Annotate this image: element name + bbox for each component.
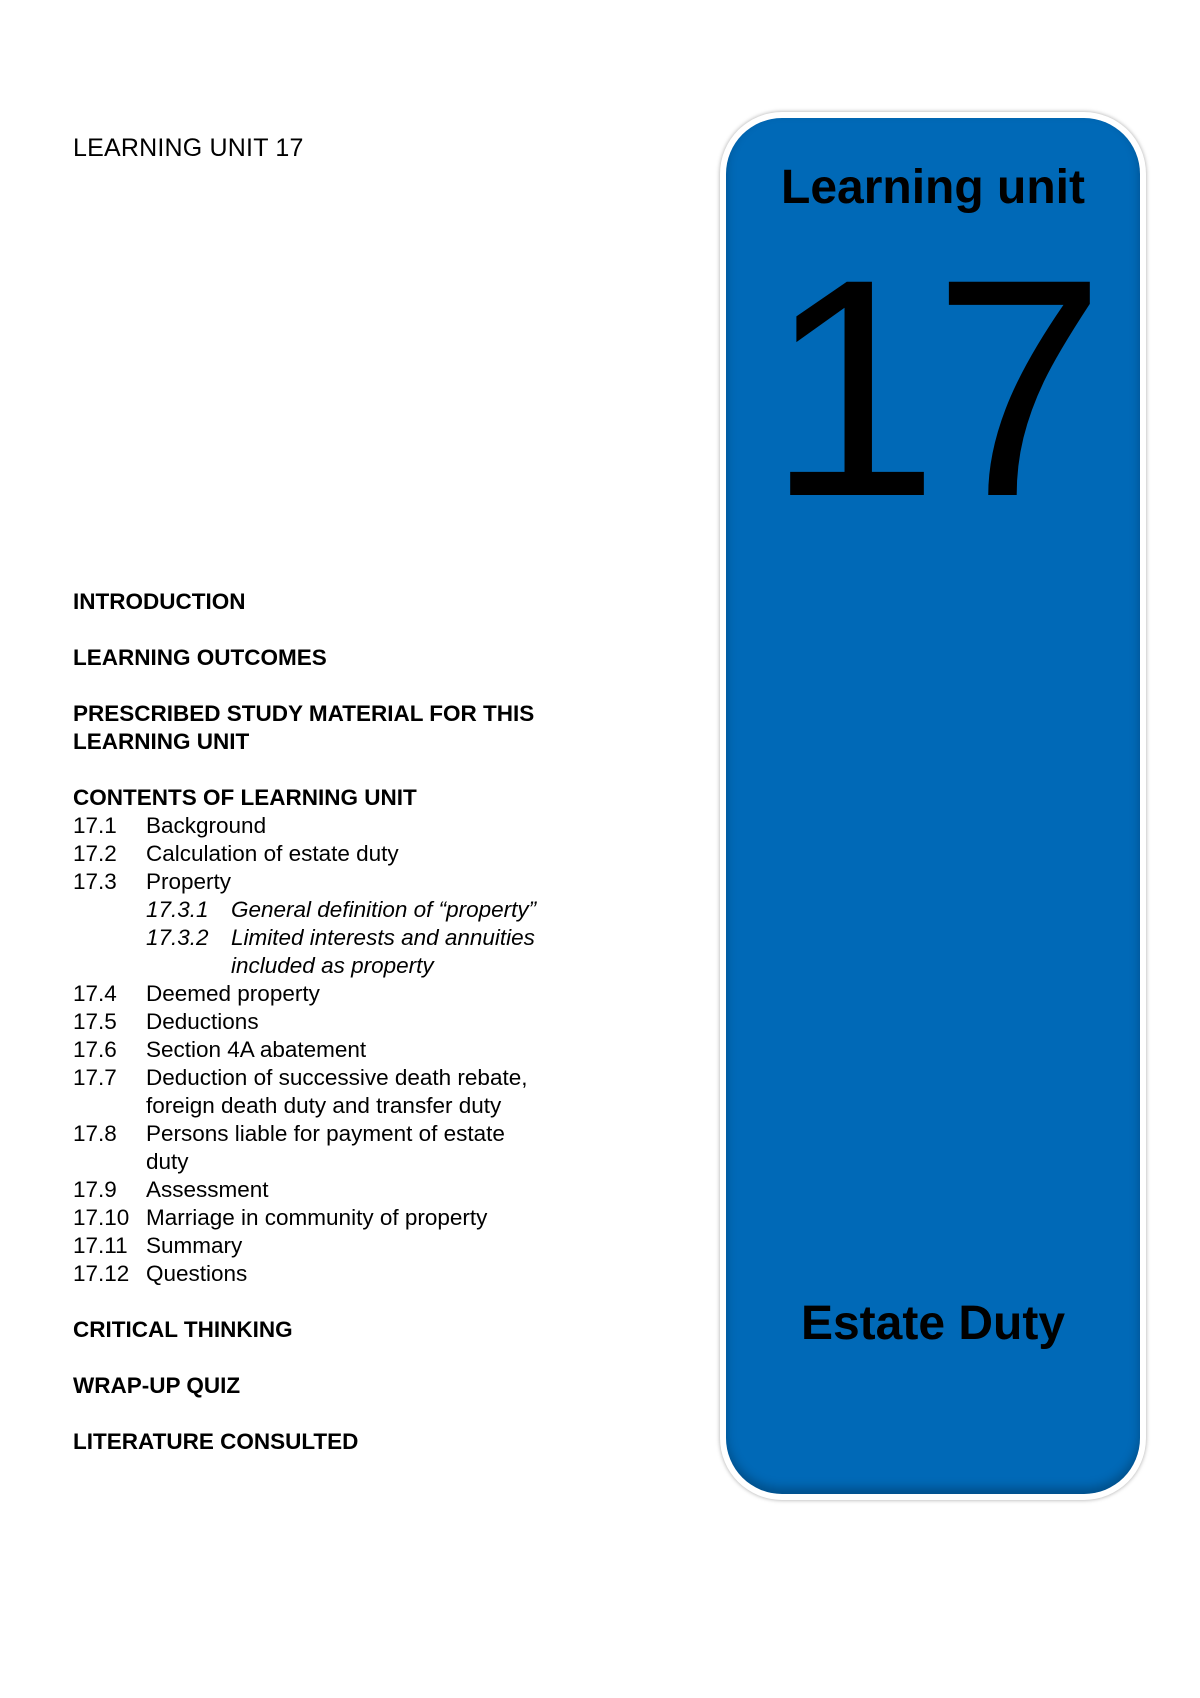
item-title: Property (146, 869, 232, 894)
panel-unit-number: 17 (766, 214, 1100, 561)
item-title-line2: duty (146, 1149, 189, 1174)
subitem-number: 17.3.2 (146, 925, 209, 950)
contents-item (73, 980, 593, 1008)
contents-item (73, 812, 593, 840)
contents-item (73, 1204, 593, 1232)
item-number: 17.6 (73, 1037, 117, 1062)
item-title-line2: foreign death duty and transfer duty (146, 1093, 502, 1118)
item-title: Section 4A abatement (146, 1037, 367, 1062)
subitem-title-line2: included as property (231, 953, 434, 978)
item-number: 17.3 (73, 869, 117, 894)
contents-item (73, 1120, 593, 1176)
contents-item (73, 1232, 593, 1260)
panel-unit-title: Estate Duty (800, 1297, 1066, 1350)
section-contents-heading: CONTENTS OF LEARNING UNIT (73, 785, 417, 810)
section-introduction: INTRODUCTION (73, 589, 246, 614)
item-title: Deductions (146, 1009, 259, 1034)
subitem-title-line1: Limited interests and annuities (231, 925, 535, 950)
contents-item (73, 840, 593, 868)
item-number: 17.11 (73, 1233, 128, 1258)
item-title: Marriage in community of property (146, 1205, 488, 1230)
item-number: 17.12 (73, 1261, 130, 1286)
item-title-line1: Persons liable for payment of estate (146, 1121, 505, 1146)
item-title-line1: Deduction of successive death rebate, (146, 1065, 528, 1090)
section-literature-consulted: LITERATURE CONSULTED (73, 1429, 359, 1454)
contents-item (73, 1260, 593, 1288)
item-number: 17.5 (73, 1009, 117, 1034)
learning-unit-panel-fill (726, 118, 1140, 1494)
item-number: 17.10 (73, 1205, 130, 1230)
contents-item (73, 1064, 593, 1120)
contents-subitem (73, 896, 593, 924)
subitem-title (231, 924, 535, 980)
panel-label: Learning unit (781, 161, 1085, 214)
section-learning-outcomes: LEARNING OUTCOMES (73, 645, 327, 670)
contents-item (73, 1036, 593, 1064)
contents-subitem (73, 924, 593, 980)
item-title: Calculation of estate duty (146, 841, 399, 866)
item-number: 17.2 (73, 841, 117, 866)
item-number: 17.1 (73, 813, 117, 838)
contents-item (73, 868, 593, 896)
section-prescribed-material-line2: LEARNING UNIT (73, 729, 250, 754)
item-title: Questions (146, 1261, 248, 1286)
item-title: Summary (146, 1233, 243, 1258)
subitem-number: 17.3.1 (146, 897, 209, 922)
unit-contents-list (73, 588, 593, 1456)
learning-unit-heading: LEARNING UNIT 17 (73, 134, 304, 162)
section-wrap-up-quiz: WRAP-UP QUIZ (73, 1373, 241, 1398)
learning-unit-panel (720, 112, 1146, 1500)
item-number: 17.8 (73, 1121, 117, 1146)
section-prescribed-material-line1: PRESCRIBED STUDY MATERIAL FOR THIS (73, 701, 535, 726)
item-number: 17.9 (73, 1177, 117, 1202)
contents-item (73, 1176, 593, 1204)
item-title (146, 1064, 527, 1120)
item-title: Assessment (146, 1177, 269, 1202)
contents-item (73, 1008, 593, 1036)
item-number: 17.7 (73, 1065, 117, 1090)
item-title (146, 1120, 505, 1176)
subitem-title: General definition of “property” (231, 897, 537, 922)
item-title: Deemed property (146, 981, 320, 1006)
section-critical-thinking: CRITICAL THINKING (73, 1317, 293, 1342)
item-title: Background (146, 813, 267, 838)
item-number: 17.4 (73, 981, 117, 1006)
